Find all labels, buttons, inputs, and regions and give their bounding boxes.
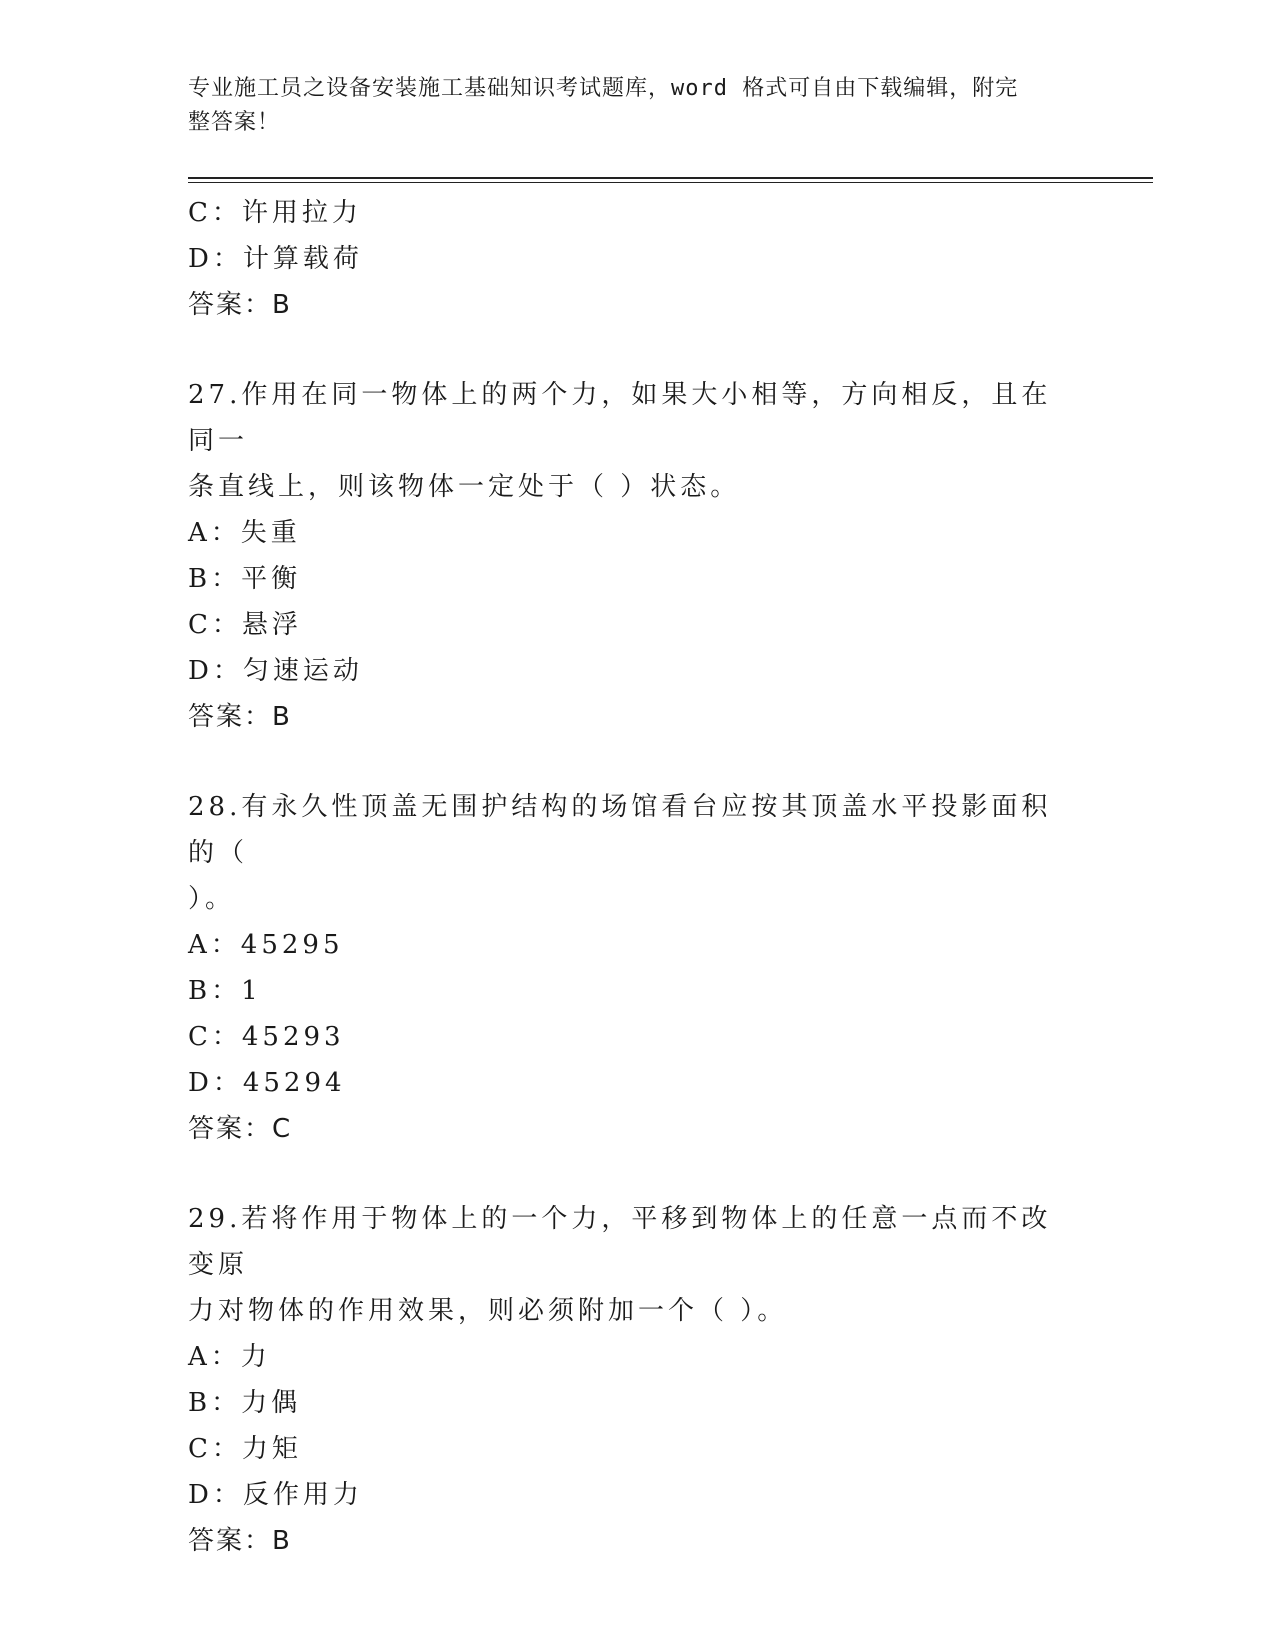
question-text-line1: 27.作用在同一物体上的两个力，如果大小相等，方向相反，且在同一 bbox=[188, 380, 1052, 456]
question-list bbox=[188, 190, 1068, 1564]
answer-line: 答案：B bbox=[188, 290, 292, 320]
option-c: C：悬浮 bbox=[188, 610, 302, 640]
question-28 bbox=[188, 784, 1068, 1152]
option-b: B：力偶 bbox=[188, 1388, 302, 1418]
answer-line: 答案：B bbox=[188, 1526, 292, 1556]
question-26-tail bbox=[188, 190, 1068, 328]
question-text-line1: 28.有永久性顶盖无围护结构的场馆看台应按其顶盖水平投影面积的（ bbox=[188, 792, 1052, 868]
question-text-line2: 力对物体的作用效果，则必须附加一个（ ）。 bbox=[188, 1296, 788, 1326]
option-a: A：45295 bbox=[188, 930, 344, 960]
option-c: C：45293 bbox=[188, 1022, 345, 1052]
option-d: D：匀速运动 bbox=[188, 656, 363, 686]
question-text-line2: ）。 bbox=[188, 884, 236, 914]
option-b: B：1 bbox=[188, 976, 262, 1006]
header-title-line2: 整答案！ bbox=[188, 110, 281, 135]
header-divider-thick bbox=[188, 177, 1153, 179]
question-text-line1: 29.若将作用于物体上的一个力，平移到物体上的任意一点而不改变原 bbox=[188, 1204, 1052, 1280]
header-title-line1: 专业施工员之设备安装施工基础知识考试题库，word 格式可自由下载编辑，附完 bbox=[188, 76, 1019, 101]
document-header bbox=[188, 72, 1058, 140]
option-c: C：许用拉力 bbox=[188, 198, 362, 228]
answer-line: 答案：B bbox=[188, 702, 292, 732]
option-d: D：计算载荷 bbox=[188, 244, 363, 274]
header-divider-thin bbox=[188, 182, 1153, 183]
option-d: D：45294 bbox=[188, 1068, 346, 1098]
option-b: B：平衡 bbox=[188, 564, 302, 594]
answer-line: 答案：C bbox=[188, 1114, 293, 1144]
option-c: C：力矩 bbox=[188, 1434, 302, 1464]
option-d: D：反作用力 bbox=[188, 1480, 363, 1510]
option-a: A：失重 bbox=[188, 518, 301, 548]
question-27 bbox=[188, 372, 1068, 740]
option-a: A：力 bbox=[188, 1342, 271, 1372]
question-text-line2: 条直线上，则该物体一定处于（ ）状态。 bbox=[188, 472, 741, 502]
question-29 bbox=[188, 1196, 1068, 1564]
